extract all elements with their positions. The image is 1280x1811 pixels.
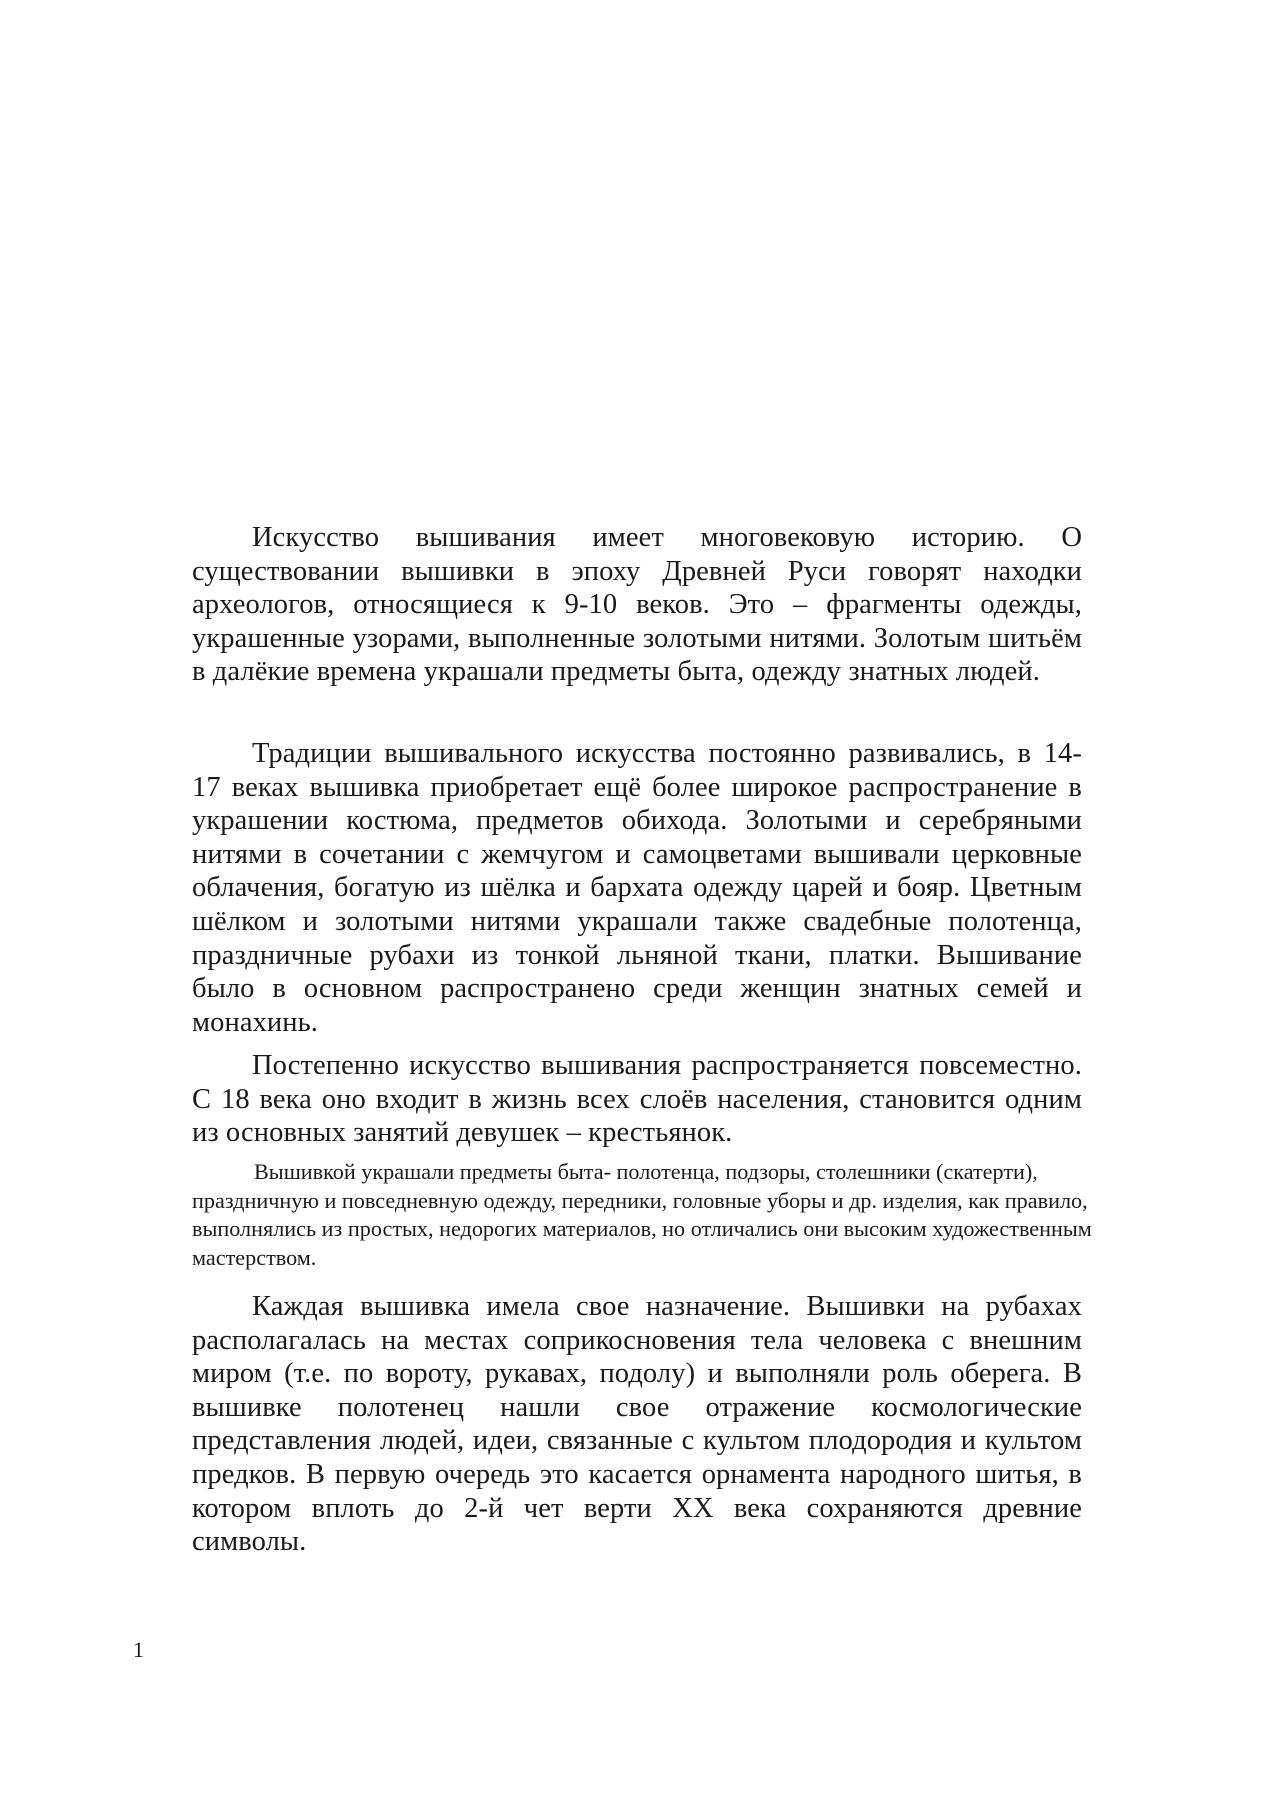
paragraph-embroidery-spread: Постепенно искусство вышивания распространяется повсеместно. С 18 века оно входит в жизнь всех слоёв населения, становится одним из основных занятий девушек – крестьянок. <box>192 1050 1082 1149</box>
paragraph-embroidery-history: Искусство вышивания имеет многовековую историю. О существовании вышивки в эпоху Древней Руси говорят находки археологов, относящиеся к 9-10 веков. Это – фрагменты одежды, украшенные узорами, выполненные золотыми нитями. Золотым шитьём в далёкие времена украшали предметы быта, одежду знатных людей. <box>192 522 1082 688</box>
paragraph-embroidered-items: Вышивкой украшали предметы быта- полотенца, подзоры, столешники (скатерти), праздничную и повседневную одежду, передники, головные уборы и др. изделия, как правило, выполнялись из простых, недорогих материалов, но отличались они высоким художественным мастерством. <box>192 1159 1092 1270</box>
paragraph-embroidery-purpose: Каждая вышивка имела свое назначение. Вышивки на рубахах располагалась на местах соприкосновения тела человека с внешним миром (т.е. по вороту, рукавах, подолу) и выполняли роль оберега. В вышивке полотенец нашли свое отражение космологические представления людей, идеи, связанные с культом плодородия и культом предков. В первую очередь это касается орнамента народного шитья, в котором вплоть до 2-й чет верти XX века сохраняются древние символы. <box>192 1291 1082 1558</box>
paragraph-embroidery-traditions: Традиции вышивального искусства постоянно развивались, в 14- 17 веках вышивка приобретает ещё более широкое распространение в украшении костюма, предметов обихода. Золотыми и серебряными нитями в сочетании с жемчугом и самоцветами вышивали церковные облачения, богатую из шёлка и бархата одежду царей и бояр. Цветным шёлком и золотыми нитями украшали также свадебные полотенца, праздничные рубахи из тонкой льняной ткани, платки. Вышивание было в основном распространено среди женщин знатных семей и монахинь. <box>192 738 1082 1038</box>
page-number: 1 <box>133 1637 144 1662</box>
